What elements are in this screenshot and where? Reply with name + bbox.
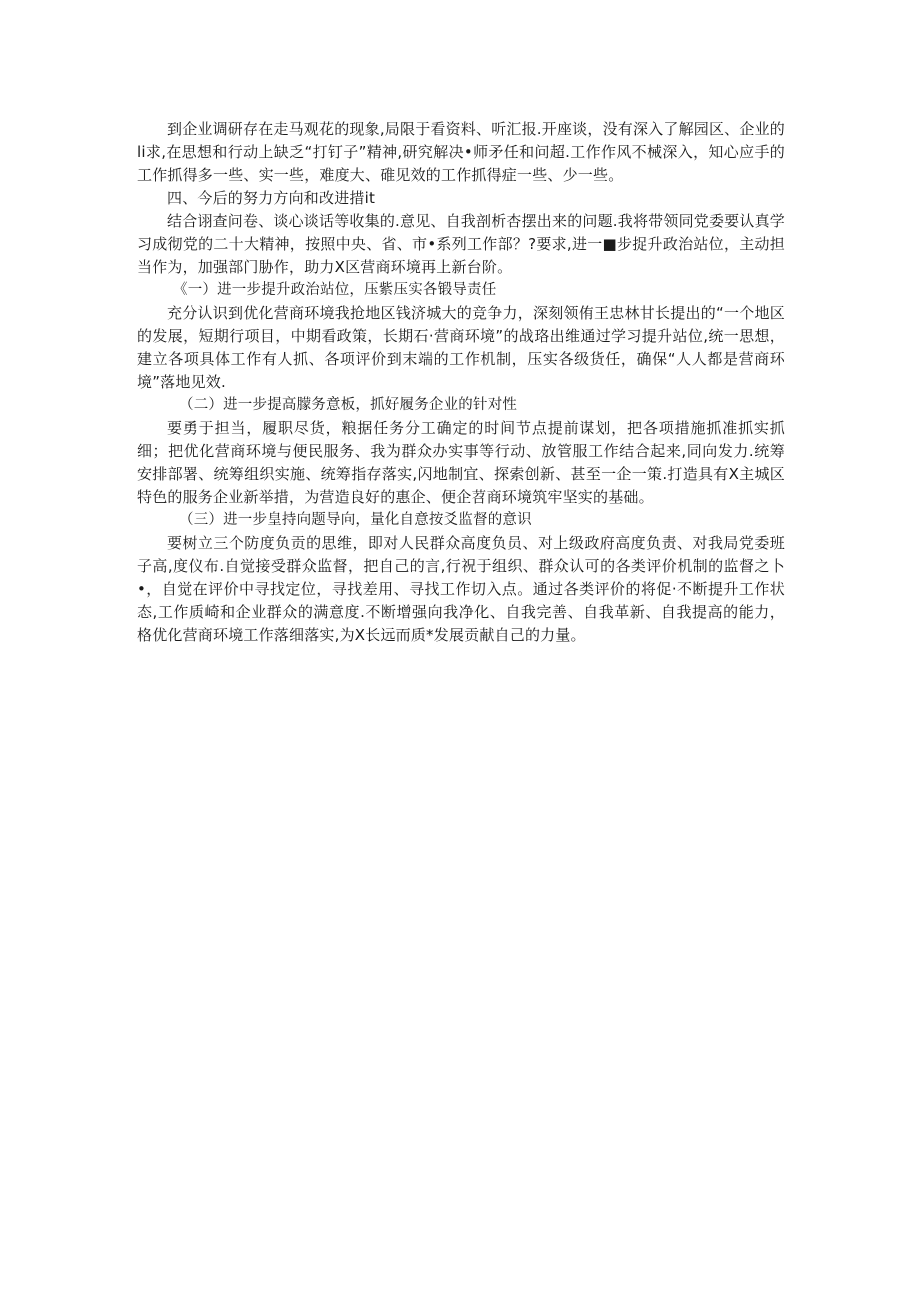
subheading-service-awareness: （二）进一步提高朦务意板，抓好履务企业的针对性 — [179, 397, 518, 413]
paragraph-work-style-issues: 到企业调研存在走马观花的现象,局限于看资料、听汇报.开座谈，没有深入了解园区、企业的li求,在思想和行动上缺乏“打钉子”精神,研究解决•师矛任和问超.工作作风不械深入，知心应手的工作抓得多一些、实一些，难度大、碓见效的工作抓得症一些、少一些。 — [137, 120, 785, 184]
section-heading-improvement-measures: 四、今后的努力方向和改进措it — [167, 189, 376, 207]
subheading-political-standing: 《一）进一步提升政治站位，压紫压实各锻导责任 — [173, 282, 497, 298]
paragraph-political-standing: 充分认识到优化营商环境我抢地区钱济城大的竞争力，深刻领侑王忠林甘长提出的“一个地区的发展，短期行项目，中期看政策，长期石·营商环境”的战珞出维通过学习提升站位,统一思想，建立各项具体工作有人抓、各项评价到末端的工作机制，压实各级货任，确保“人人都是营商环境”落地见效. — [137, 304, 785, 391]
subheading-problem-orientation: （三）进一步皇持向题导向，量化自意按爻监督的意识 — [179, 512, 532, 528]
paragraph-overview-plan: 结合诩查问卷、谈心谈话等收集的.意见、自我剖析杏摆出来的问题.我将带领同党委要认真学习成彻党的二十大精神，按照中央、省、市•系列工作部？?要求,进一■步捉升政治站位，主动担当作为，加强部门胁作，助力X区营商环境再上新台阶。 — [137, 212, 785, 276]
document-body — [137, 118, 785, 647]
paragraph-problem-orientation: 要树立三个防度负贡的思维，即对人民群众高度负员、对上级政府高度负责、对我局党委班子高,度仪布.自觉接受群众监督，把自己的言,行祝于组织、群众认可的各类评价机制的监督之卜•，自觉在评价中寻找定位，寻找差用、寻找工作切入点。通过各类评价的将促·不断提升工作状态,工作质崎和企业群众的满意度.不断增强向我净化、自我完善、自我革新、自我提高的能力，格优化营商环境工作落细落实,为X长远而质*发展贡献自己的力量。 — [137, 534, 785, 644]
paragraph-service-awareness: 要勇于担当，履职尽货，粮据任务分工确定的时间节点提前谋划，把各项措施抓准抓实抓细；把优化营商环境与便民服务、我为群众办实事等行动、放管服工作结合起来,同向发力.统筹安排部署、统筹组织实施、统筹指存落实,闪地制宜、探索创新、甚至一企一策.打造具有X主城区特色的服务企业新举措，为营造良好的惠企、便企苕商环境筑牢坚实的基础。 — [137, 419, 785, 506]
